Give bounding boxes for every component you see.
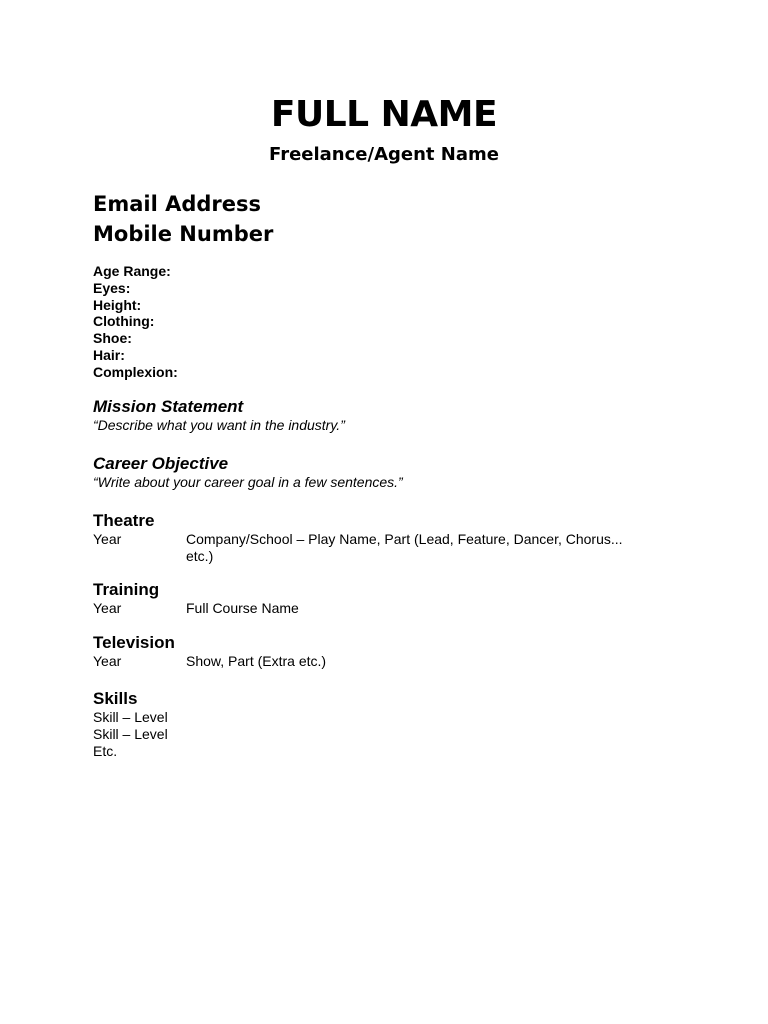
television-year: Year: [93, 653, 122, 669]
attribute-height: Height:: [93, 296, 142, 313]
television-description: Show, Part (Extra etc.): [186, 653, 327, 669]
theatre-description-line-2: etc.): [186, 548, 214, 564]
attribute-complexion: Complexion:: [93, 363, 178, 380]
mobile-number: Mobile Number: [93, 222, 274, 246]
skill-item-3: Etc.: [93, 743, 118, 759]
training-heading: Training: [93, 580, 160, 599]
theatre-section: [93, 511, 623, 565]
career-objective-section: [93, 454, 403, 491]
theatre-entry: [93, 531, 623, 565]
agent-name-subheading: Freelance/Agent Name: [269, 144, 499, 165]
physical-attributes-list: [93, 263, 178, 381]
television-heading: Television: [93, 633, 175, 652]
attribute-age-range: Age Range:: [93, 263, 171, 279]
skill-item-2: Skill – Level: [93, 726, 168, 742]
television-section: [93, 633, 327, 670]
career-objective-heading: Career Objective: [93, 454, 229, 473]
email-address: Email Address: [93, 192, 262, 216]
attribute-clothing: Clothing:: [93, 313, 155, 330]
attribute-hair: Hair:: [93, 346, 125, 363]
skill-item-1: Skill – Level: [93, 709, 168, 725]
theatre-year: Year: [93, 531, 122, 547]
full-name-heading: FULL NAME: [270, 94, 498, 135]
career-objective-text: “Write about your career goal in a few sentences.”: [93, 474, 403, 490]
mission-statement-section: [93, 397, 345, 434]
skills-section: [93, 689, 168, 760]
training-entry: [93, 600, 299, 617]
theatre-description: [186, 531, 676, 565]
theatre-description-line-1: Company/School – Play Name, Part (Lead, Feature, Dancer, Chorus...: [186, 531, 623, 547]
contact-block: [93, 189, 273, 249]
mission-statement-text: “Describe what you want in the industry.”: [93, 417, 345, 433]
skills-heading: Skills: [93, 689, 138, 708]
training-description: Full Course Name: [186, 600, 299, 616]
theatre-heading: Theatre: [93, 511, 155, 530]
attribute-eyes: Eyes:: [93, 279, 131, 296]
mission-statement-heading: Mission Statement: [93, 397, 244, 416]
attribute-shoe: Shoe:: [93, 330, 132, 347]
television-entry: [93, 653, 327, 670]
training-section: [93, 580, 299, 617]
training-year: Year: [93, 600, 122, 616]
